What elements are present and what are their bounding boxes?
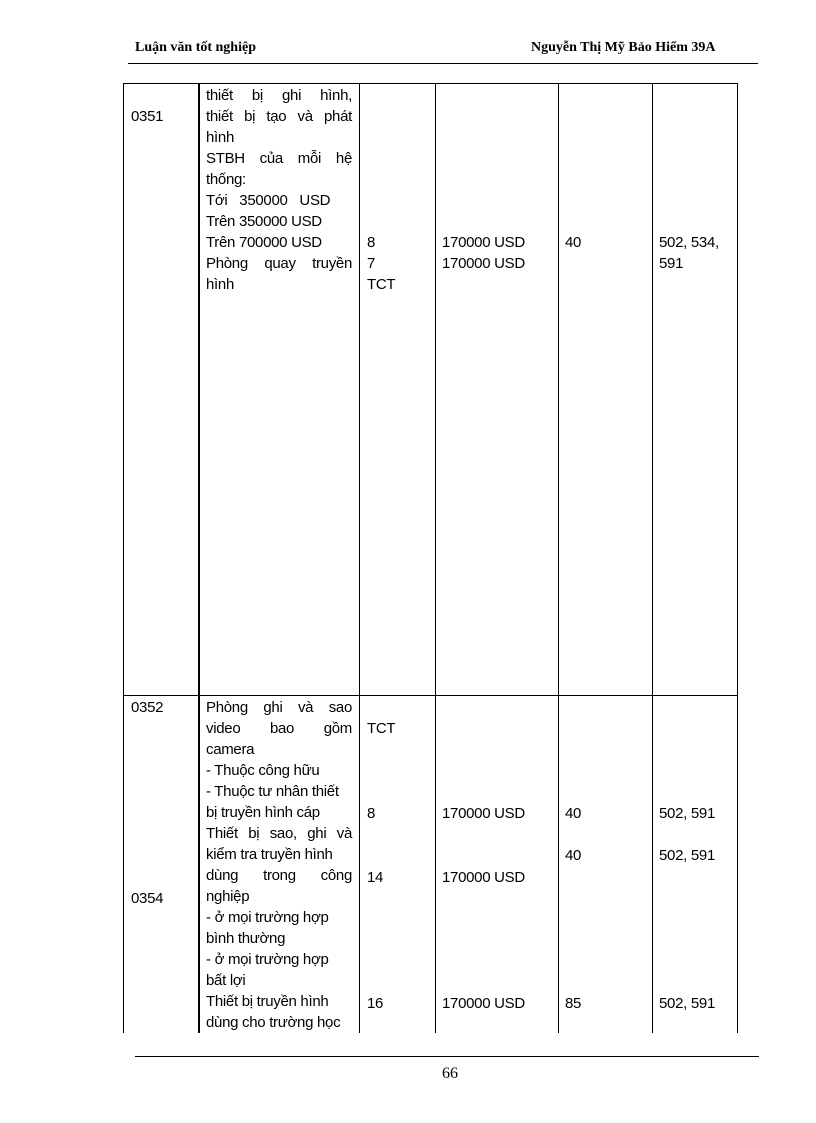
description-line: Thiết bị sao, ghi và [206, 825, 352, 842]
description-line: - ở mọi trường hợp [206, 951, 329, 968]
row-rate: 40 [565, 234, 582, 251]
row-rate: 40 [565, 847, 582, 864]
row-col3-value: 14 [367, 869, 384, 886]
row-amount: 170000 USD [442, 805, 525, 822]
row-description [206, 697, 352, 1033]
description-line: nghiệp [206, 888, 250, 905]
description-line: STBH của mỗi hệ [206, 150, 352, 167]
description-line: camera [206, 741, 255, 758]
column-divider-3 [435, 83, 436, 1033]
row-reference: 502, 534, [659, 234, 719, 251]
row-reference: 502, 591 [659, 847, 715, 864]
description-line: Trên 350000 USD [206, 213, 322, 230]
description-line: Phòng ghi và sao [206, 699, 352, 716]
row-amount: 170000 USD [442, 995, 525, 1012]
row-col3-value: 8 [367, 234, 376, 251]
description-line: hình [206, 129, 234, 146]
description-line: dùng cho trường học [206, 1014, 341, 1031]
table-top-border [123, 83, 738, 84]
row-rate: 40 [565, 805, 582, 822]
description-line: thiết bị ghi hình, [206, 87, 352, 104]
header-right-author: Nguyễn Thị Mỹ Bảo Hiểm 39A [531, 40, 716, 55]
description-line: dùng trong công [206, 867, 352, 884]
header-left-title: Luận văn tốt nghiệp [135, 40, 256, 55]
description-line: - Thuộc tư nhân thiết [206, 783, 339, 800]
row-col3-value: 8 [367, 805, 376, 822]
row-col3-value: 16 [367, 995, 384, 1012]
row-col3-value: TCT [367, 720, 396, 737]
description-line: Thiết bị truyền hình [206, 993, 329, 1010]
table-left-border [123, 83, 124, 1033]
description-line: bất lợi [206, 972, 246, 989]
row-amount: 170000 USD [442, 869, 525, 886]
footer-rule [135, 1056, 759, 1057]
description-line: bình thường [206, 930, 286, 947]
row-code: 0351 [131, 108, 164, 125]
description-line: kiểm tra truyền hình [206, 846, 333, 863]
description-line: Phòng quay truyền [206, 255, 352, 272]
row-reference: 502, 591 [659, 805, 715, 822]
description-line: bị truyền hình cáp [206, 804, 320, 821]
row-rate: 85 [565, 995, 582, 1012]
row-reference: 591 [659, 255, 684, 272]
row-description [206, 85, 352, 295]
row-code: 0352 [131, 699, 164, 716]
description-line: - ở mọi trường hợp [206, 909, 329, 926]
column-divider-1 [198, 83, 200, 1033]
row-col3-value: TCT [367, 276, 396, 293]
row-col3-value: 7 [367, 255, 376, 272]
row-code: 0354 [131, 890, 164, 907]
description-line: thiết bị tạo và phát [206, 108, 352, 125]
column-divider-5 [652, 83, 653, 1033]
row-divider [123, 695, 738, 696]
description-line: hình [206, 276, 234, 293]
column-divider-4 [558, 83, 559, 1033]
description-line: Tới 350000 USD [206, 192, 331, 209]
page-number: 66 [442, 1065, 458, 1082]
row-reference: 502, 591 [659, 995, 715, 1012]
description-line: Trên 700000 USD [206, 234, 322, 251]
header-rule [128, 63, 758, 64]
description-line: thống: [206, 171, 246, 188]
description-line: - Thuộc công hữu [206, 762, 320, 779]
row-amount: 170000 USD [442, 255, 525, 272]
table-right-border [737, 83, 738, 1033]
description-line: video bao gồm [206, 720, 352, 737]
column-divider-2 [359, 83, 360, 1033]
row-amount: 170000 USD [442, 234, 525, 251]
